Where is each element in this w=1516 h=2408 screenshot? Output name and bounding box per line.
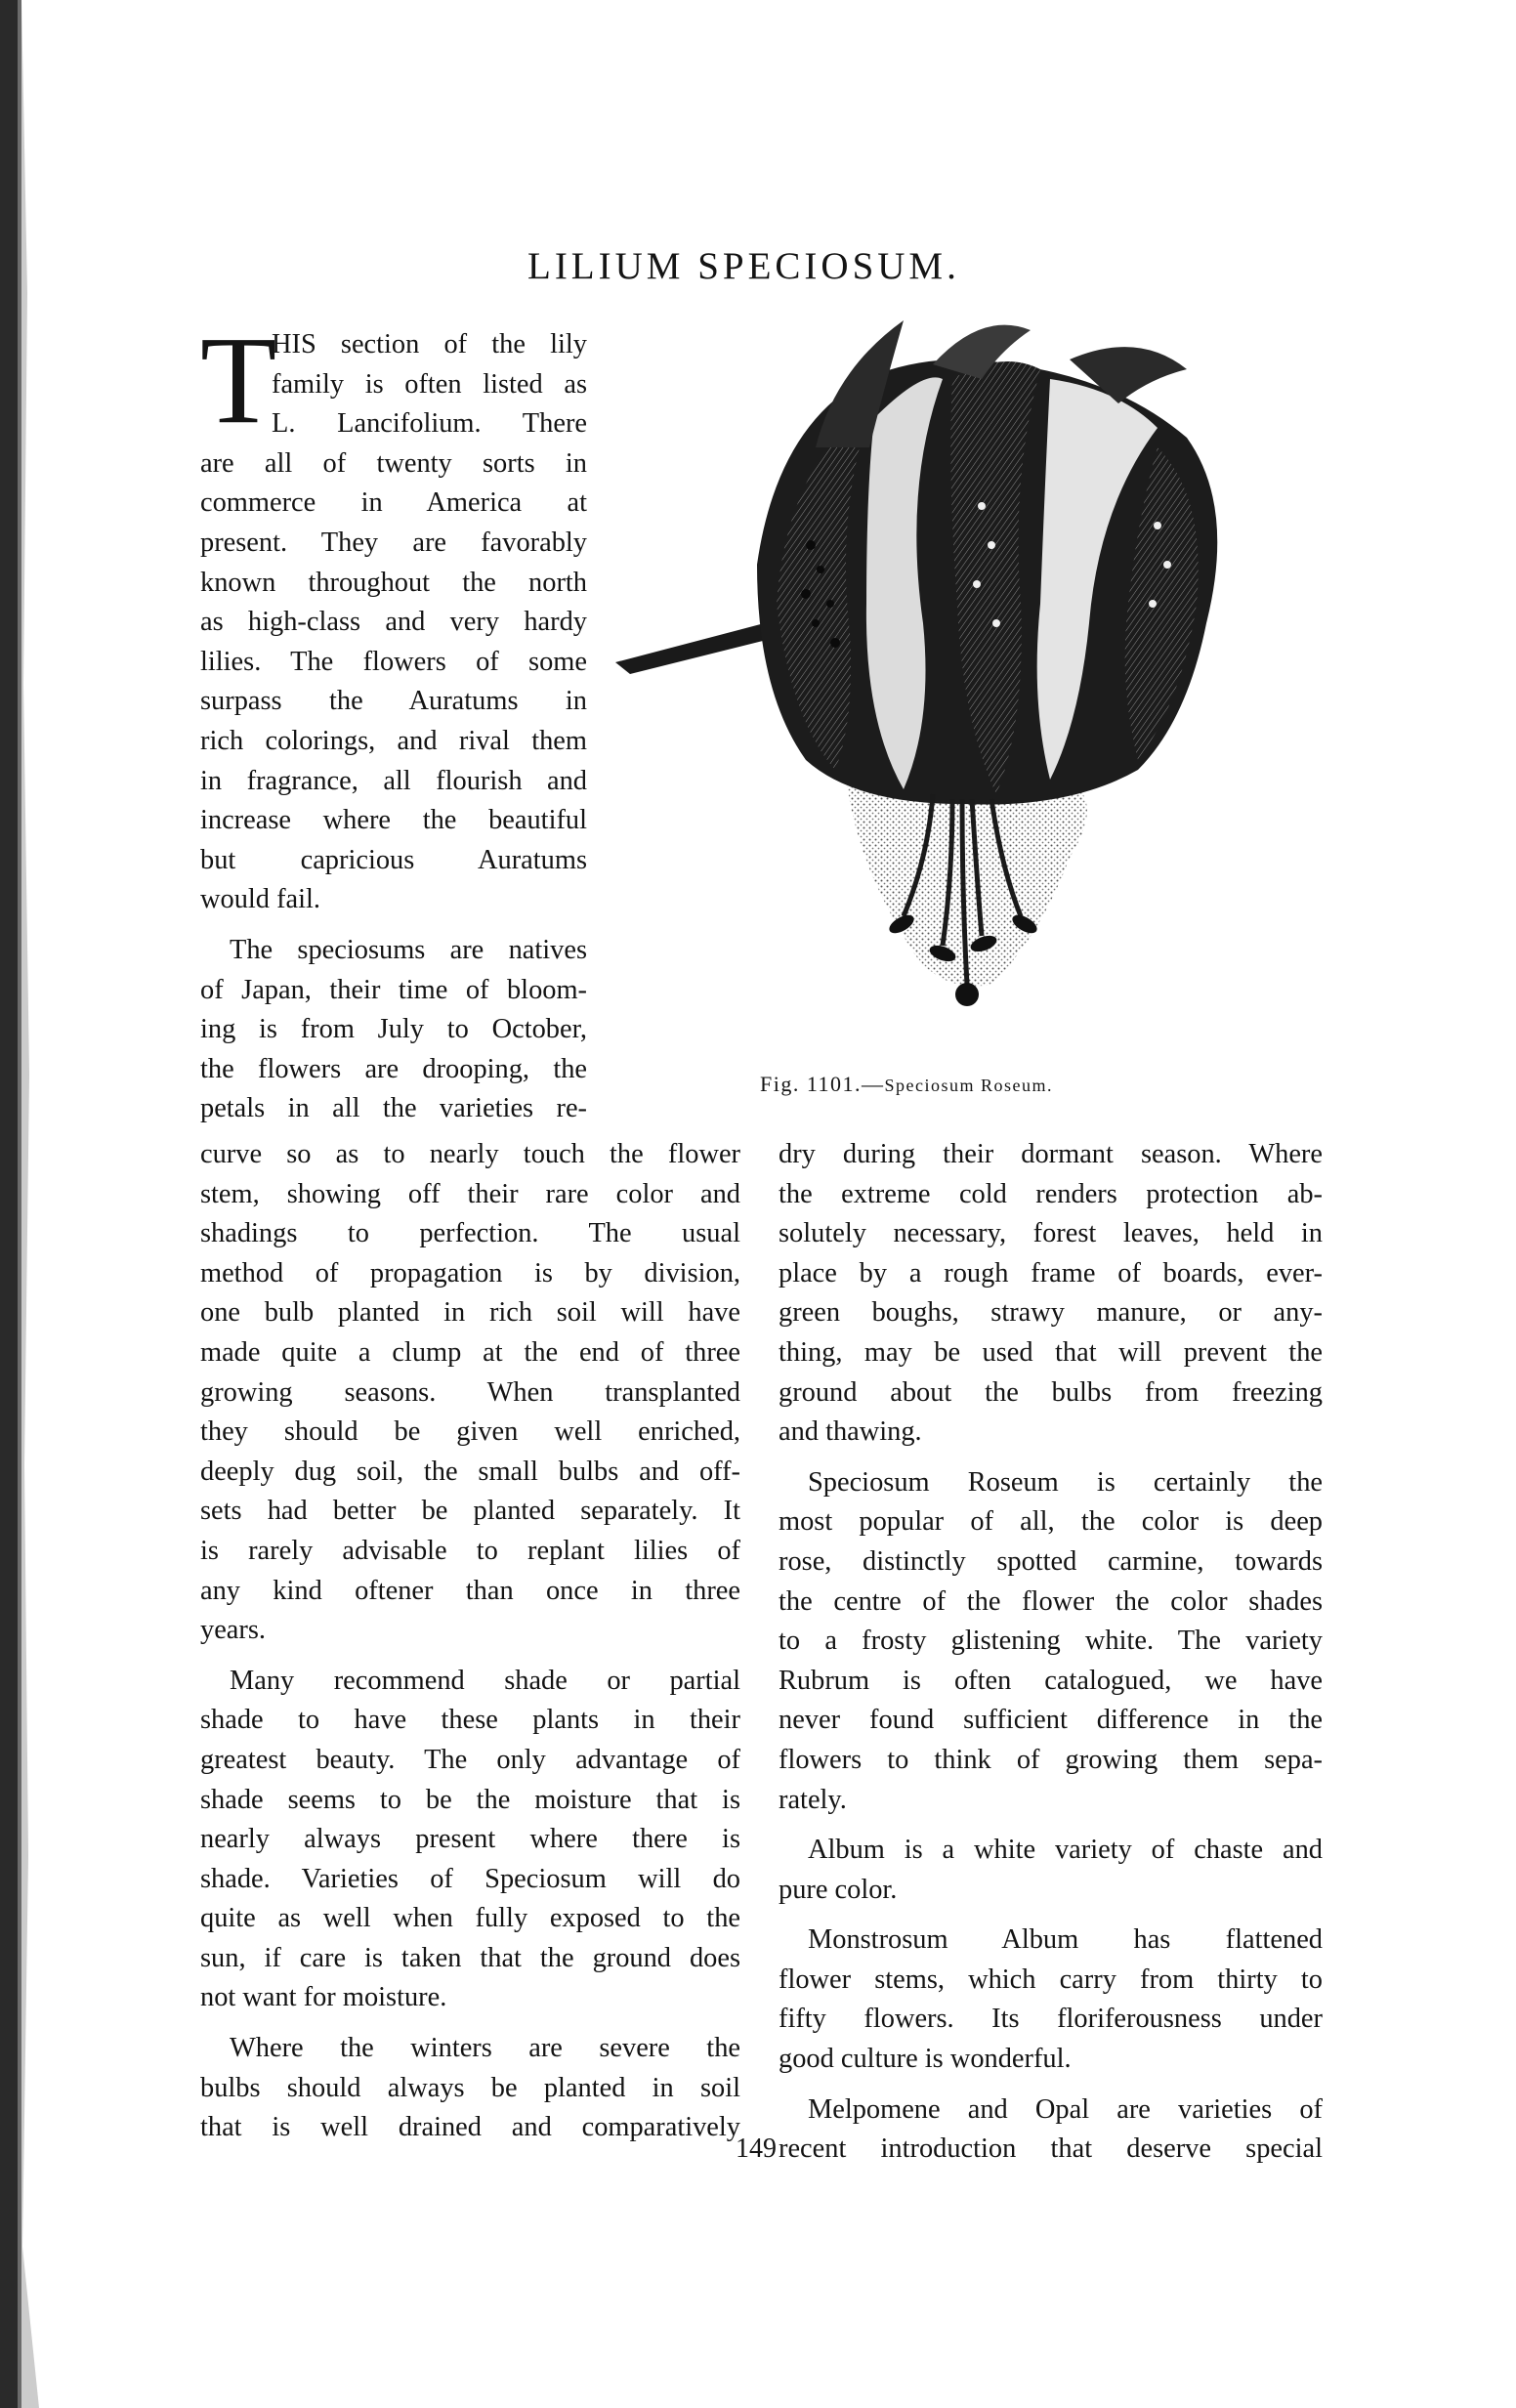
text-line: as high-class and very hardy	[200, 607, 587, 638]
caption-name: Speciosum Roseum.	[884, 1076, 1054, 1095]
text-line: stem, showing off their rare color and	[200, 1178, 740, 1209]
text-line: rich colorings, and rival them	[200, 725, 587, 756]
text-line: dry during their dormant season. Where	[779, 1139, 1323, 1169]
right-paragraph-2	[779, 1463, 1323, 1820]
text-line: Monstrosum Album has flattened	[808, 1924, 1323, 1956]
text-line: ing is from July to October,	[200, 1014, 587, 1045]
left-paragraph-2	[200, 1662, 740, 2018]
text-line: commerce in America at	[200, 487, 587, 519]
right-column	[779, 1135, 1323, 2170]
text-line: Speciosum Roseum is certainly the	[808, 1466, 1323, 1498]
right-paragraph-4	[779, 1921, 1323, 2079]
text-line: HIS section of the lily	[272, 329, 587, 359]
text-line: sun, if care is taken that the ground does	[200, 1942, 740, 1973]
page-number: 149	[736, 2133, 777, 2164]
left-column	[200, 1135, 740, 2148]
text-line: bulbs should always be planted in soil	[200, 2072, 740, 2103]
text-line: The speciosums are natives	[230, 934, 587, 965]
text-line: growing seasons. When transplanted	[200, 1376, 740, 1408]
text-line: thing, may be used that will prevent the	[779, 1336, 1323, 1368]
text-line: made quite a clump at the end of three	[200, 1336, 740, 1368]
text-line: Many recommend shade or partial	[230, 1665, 740, 1696]
text-line: lilies. The flowers of some	[200, 646, 587, 677]
text-line: are all of twenty sorts in	[200, 447, 587, 479]
text-line: any kind oftener than once in three	[200, 1575, 740, 1606]
text-line: present. They are favorably	[200, 527, 587, 558]
text-line: quite as well when fully exposed to the	[200, 1903, 740, 1934]
text-line: shade to have these plants in their	[200, 1705, 740, 1736]
text-line: Rubrum is often catalogued, we have	[779, 1665, 1323, 1696]
text-line: recent introduction that deserve special	[779, 2133, 1323, 2165]
text-line: surpass the Auratums in	[200, 686, 587, 717]
text-line: sets had better be planted separately. It	[200, 1496, 740, 1527]
text-line: never found sufficient difference in the	[779, 1705, 1323, 1736]
page-gutter-edge	[0, 0, 41, 2408]
text-line: flower stems, which carry from thirty to	[779, 1964, 1323, 1995]
text-line: they should be given well enriched,	[200, 1416, 740, 1448]
text-line: ground about the bulbs from freezing	[779, 1376, 1323, 1408]
text-line: in fragrance, all flourish and	[200, 765, 587, 796]
text-line: shade seems to be the moisture that is	[200, 1784, 740, 1815]
right-paragraph-3	[779, 1831, 1323, 1910]
lily-illustration	[611, 311, 1324, 1053]
text-line: nearly always present where there is	[200, 1824, 740, 1855]
left-paragraph-1	[200, 1135, 740, 1651]
text-line: that is well drained and comparatively	[200, 2112, 740, 2143]
text-line: most popular of all, the color is deep	[779, 1506, 1323, 1538]
drop-cap: T	[200, 311, 277, 449]
text-line: rose, distinctly spotted carmine, towards	[779, 1545, 1323, 1577]
text-line: but capricious Auratums	[200, 844, 587, 875]
text-line: not want for moisture.	[200, 1982, 447, 2013]
text-line: place by a rough frame of boards, ever-	[779, 1257, 1323, 1288]
right-paragraph-1	[779, 1135, 1323, 1453]
text-line: petals in all the varieties re-	[200, 1093, 587, 1124]
text-line: Where the winters are severe the	[230, 2033, 740, 2064]
text-line: deeply dug soil, the small bulbs and off-	[200, 1456, 740, 1487]
text-line: curve so as to nearly touch the flower	[200, 1139, 740, 1169]
intro-text	[200, 311, 587, 1129]
figure-caption	[760, 1072, 1053, 1097]
intro-paragraph-1	[200, 311, 587, 920]
text-line: years.	[200, 1615, 266, 1646]
text-line: shadings to perfection. The usual	[200, 1218, 740, 1249]
page-title: LILIUM SPECIOSUM.	[527, 245, 960, 287]
text-line: solutely necessary, forest leaves, held in	[779, 1218, 1323, 1249]
text-line: would fail.	[200, 884, 321, 915]
text-line: pure color.	[779, 1874, 898, 1905]
intro-paragraph-2	[200, 931, 587, 1129]
left-paragraph-3	[200, 2029, 740, 2148]
text-line: the centre of the flower the color shades	[779, 1585, 1323, 1617]
text-line: family is often listed as	[272, 368, 587, 400]
text-line: is rarely advisable to replant lilies of	[200, 1535, 740, 1566]
text-line: fifty flowers. Its floriferousness under	[779, 2004, 1323, 2035]
text-line: greatest beauty. The only advantage of	[200, 1744, 740, 1775]
text-line: the flowers are drooping, the	[200, 1053, 587, 1084]
right-paragraph-5	[779, 2091, 1323, 2170]
text-line: green boughs, strawy manure, or any-	[779, 1297, 1323, 1329]
text-line: L. Lancifolium. There	[272, 408, 587, 440]
text-line: to a frosty glistening white. The variety	[779, 1626, 1323, 1657]
text-line: and thawing.	[779, 1416, 922, 1448]
text-line: rately.	[779, 1784, 847, 1815]
text-line: of Japan, their time of bloom-	[200, 974, 587, 1005]
text-line: the extreme cold renders protection ab-	[779, 1178, 1323, 1209]
text-line: shade. Varieties of Speciosum will do	[200, 1863, 740, 1894]
text-line: Album is a white variety of chaste and	[808, 1835, 1323, 1866]
text-line: flowers to think of growing them sepa-	[779, 1744, 1323, 1775]
text-line: known throughout the north	[200, 567, 587, 598]
text-line: Melpomene and Opal are varieties of	[808, 2093, 1323, 2125]
caption-number: Fig. 1101.—	[760, 1072, 885, 1096]
text-line: one bulb planted in rich soil will have	[200, 1297, 740, 1329]
text-line: method of propagation is by division,	[200, 1257, 740, 1288]
text-line: good culture is wonderful.	[779, 2044, 1072, 2075]
text-line: increase where the beautiful	[200, 805, 587, 836]
